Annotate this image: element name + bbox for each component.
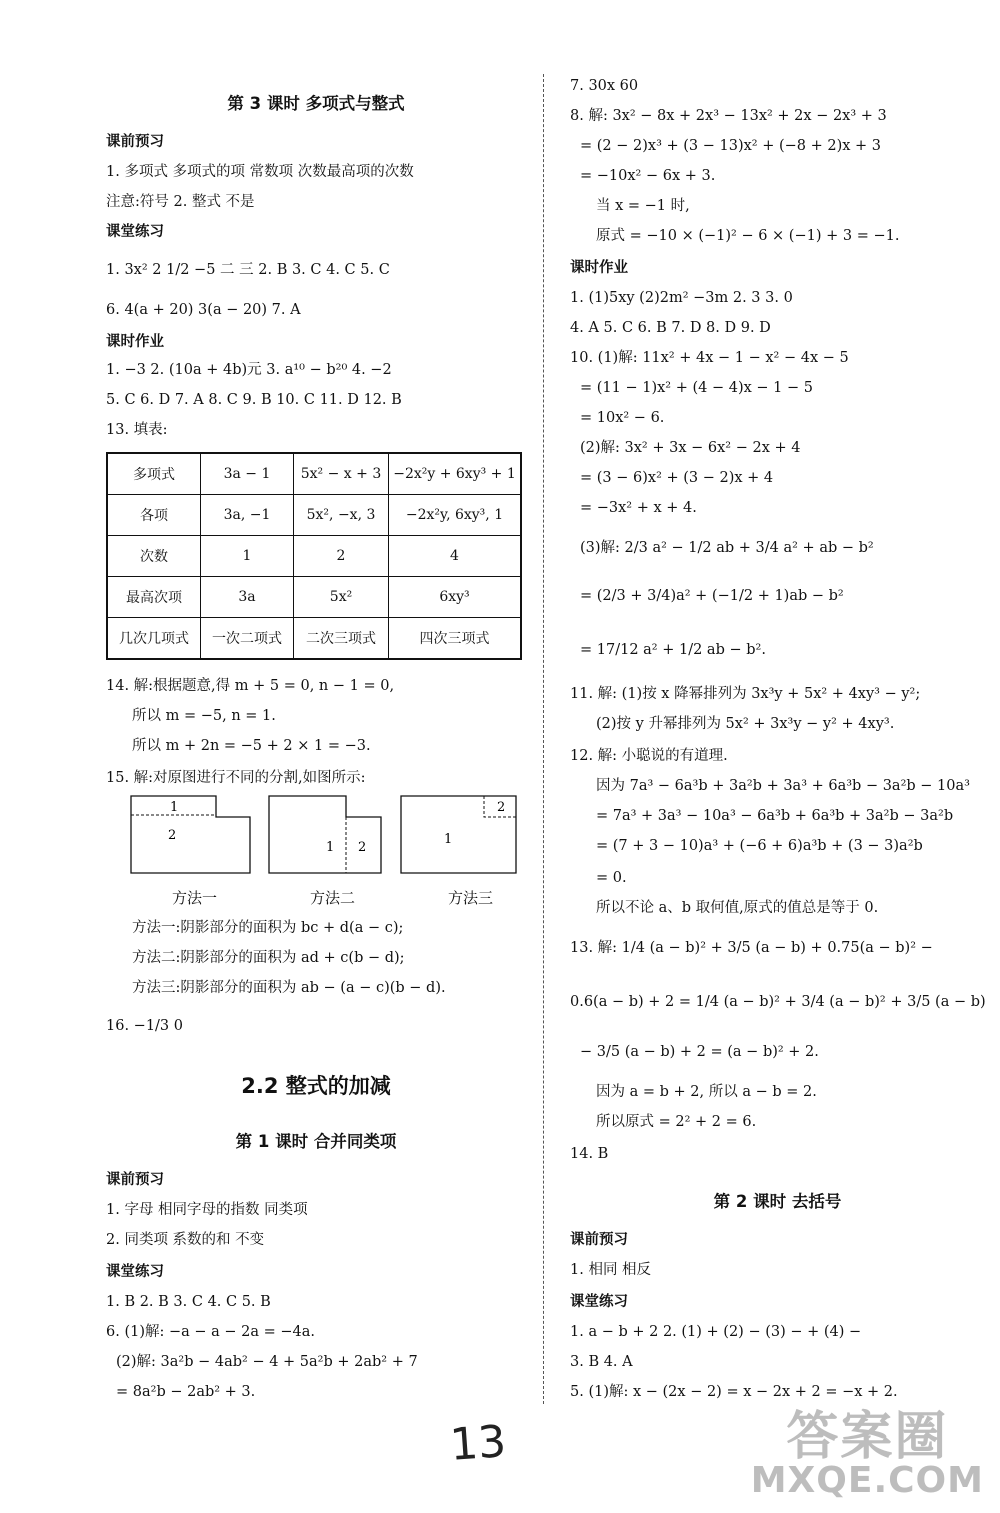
table-cell: 5x² − x + 3 [294, 453, 389, 495]
answer-line: 13. 填表: [106, 422, 168, 438]
answer-line: 所以不论 a、b 取何值,原式的值总是等于 0. [596, 900, 879, 916]
figure-caption: 方法二 [310, 889, 356, 907]
page-number: 13 [448, 1416, 508, 1471]
answer-line: 15. 解:对原图进行不同的分割,如图所示: [106, 770, 366, 786]
answer-line: 11. 解: (1)按 x 降幂排列为 3x³y + 5x² + 4xy³ − y²; [570, 686, 921, 702]
table-cell: 最高次项 [107, 577, 201, 618]
answer-line: 7. 30x 60 [570, 78, 639, 94]
table-cell: 各项 [107, 495, 201, 536]
partition-figure-method-1 [130, 795, 252, 875]
table-cell: 1 [201, 536, 294, 577]
answer-line: = 7a³ + 3a³ − 10a³ − 6a³b + 6a³b + 3a²b − 3a²b [596, 808, 954, 824]
section-heading: 课前预习 [106, 1172, 164, 1188]
answer-line: 10. (1)解: 11x² + 4x − 1 − x² − 4x − 5 [570, 350, 849, 366]
answer-line: 5. (1)解: x − (2x − 2) = x − 2x + 2 = −x + 2. [570, 1384, 898, 1400]
answer-line: 1. −3 2. (10a + 4b)元 3. a¹⁰ − b²⁰ 4. −2 [106, 362, 392, 378]
table-row [107, 453, 521, 495]
table-cell: 几次几项式 [107, 618, 201, 660]
answer-line: 2. 同类项 系数的和 不变 [106, 1232, 265, 1248]
answer-line: 8. 解: 3x² − 8x + 2x³ − 13x² + 2x − 2x³ + 3 [570, 108, 887, 124]
region-label: 2 [168, 828, 177, 843]
section-2-2-title: 2.2 整式的加减 [241, 1074, 391, 1098]
table-cell: 多项式 [107, 453, 201, 495]
answer-line: = (2/3 + 3/4)a² + (−1/2 + 1)ab − b² [580, 588, 844, 604]
answer-line: = 17/12 a² + 1/2 ab − b². [580, 642, 766, 658]
section-heading: 课堂练习 [570, 1294, 628, 1310]
answer-line: (2)解: 3x² + 3x − 6x² − 2x + 4 [580, 440, 801, 456]
answer-line: = (2 − 2)x³ + (3 − 13)x² + (−8 + 2)x + 3 [580, 138, 882, 154]
table-row [107, 618, 521, 660]
answer-line: 所以原式 = 2² + 2 = 6. [596, 1114, 757, 1130]
region-label: 2 [497, 800, 506, 815]
table-cell: 次数 [107, 536, 201, 577]
answer-line: = −10x² − 6x + 3. [580, 168, 716, 184]
watermark-url: MXQE.COM [750, 1460, 984, 1501]
table-cell: 5x² [294, 577, 389, 618]
section-heading: 课堂练习 [106, 224, 164, 240]
region-label: 1 [170, 800, 179, 815]
lesson2-title: 第 2 课时 去括号 [713, 1192, 842, 1211]
figure-caption: 方法三 [448, 889, 494, 907]
table-cell: 二次三项式 [294, 618, 389, 660]
section-heading: 课堂练习 [106, 1264, 164, 1280]
answer-line: = 8a²b − 2ab² + 3. [116, 1384, 256, 1400]
table-row [107, 495, 521, 536]
table-cell: 一次二项式 [201, 618, 294, 660]
answer-line: 方法三:阴影部分的面积为 ab − (a − c)(b − d). [132, 980, 446, 996]
answer-line: 原式 = −10 × (−1)² − 6 × (−1) + 3 = −1. [596, 228, 900, 244]
figure-caption: 方法一 [172, 889, 218, 907]
answer-line: 因为 a = b + 2, 所以 a − b = 2. [596, 1084, 817, 1100]
answer-line: 1. 多项式 多项式的项 常数项 次数最高项的次数 [106, 164, 414, 180]
lesson3-title: 第 3 课时 多项式与整式 [227, 94, 405, 113]
table-cell: 6xy³ [389, 577, 522, 618]
answer-line: 16. −1/3 0 [106, 1018, 183, 1034]
table-row [107, 536, 521, 577]
answer-line: 1. B 2. B 3. C 4. C 5. B [106, 1294, 271, 1310]
answer-line: = (7 + 3 − 10)a³ + (−6 + 6)a³b + (3 − 3)a²b [596, 838, 923, 854]
table-cell: 3a [201, 577, 294, 618]
answer-line: 1. (1)5xy (2)2m² −3m 2. 3 3. 0 [570, 290, 793, 306]
answer-line: = −3x² + x + 4. [580, 500, 697, 516]
region-label: 1 [326, 840, 335, 855]
section-heading: 课前预习 [570, 1232, 628, 1248]
answer-line: = 0. [596, 870, 627, 886]
answer-line: 14. 解:根据题意,得 m + 5 = 0, n − 1 = 0, [106, 678, 395, 694]
answer-line: (2)解: 3a²b − 4ab² − 4 + 5a²b + 2ab² + 7 [116, 1354, 418, 1370]
answer-line: 1. 字母 相同字母的指数 同类项 [106, 1202, 308, 1218]
answer-line: = 10x² − 6. [580, 410, 665, 426]
table-row [107, 577, 521, 618]
section-heading: 课时作业 [570, 260, 628, 276]
answer-line: 5. C 6. D 7. A 8. C 9. B 10. C 11. D 12. B [106, 392, 402, 408]
site-watermark [750, 1407, 984, 1501]
answer-line: 所以 m = −5, n = 1. [132, 708, 276, 724]
table-cell: 2 [294, 536, 389, 577]
answer-line: 1. 3x² 2 1/2 −5 二 三 2. B 3. C 4. C 5. C [106, 262, 390, 278]
answer-line: 1. 相同 相反 [570, 1262, 652, 1278]
region-label: 1 [444, 832, 453, 847]
answer-line: (3)解: 2/3 a² − 1/2 ab + 3/4 a² + ab − b² [580, 540, 874, 556]
table-cell: −2x²y + 6xy³ + 1 [389, 453, 522, 495]
answer-line: 12. 解: 小聪说的有道理. [570, 748, 728, 764]
table-cell: 3a − 1 [201, 453, 294, 495]
partition-figure-method-2 [268, 795, 383, 875]
table-cell: 5x², −x, 3 [294, 495, 389, 536]
answer-line: 13. 解: 1/4 (a − b)² + 3/5 (a − b) + 0.75(a − b)² − [570, 940, 933, 956]
answer-line: = (3 − 6)x² + (3 − 2)x + 4 [580, 470, 774, 486]
column-divider [543, 74, 544, 1404]
answer-line: 3. B 4. A [570, 1354, 633, 1370]
partition-figure-method-3 [400, 795, 518, 875]
answer-line: − 3/5 (a − b) + 2 = (a − b)² + 2. [580, 1044, 819, 1060]
answer-line: 4. A 5. C 6. B 7. D 8. D 9. D [570, 320, 771, 336]
answer-line: 6. 4(a + 20) 3(a − 20) 7. A [106, 302, 301, 318]
table-cell: 4 [389, 536, 522, 577]
answer-line: = (11 − 1)x² + (4 − 4)x − 1 − 5 [580, 380, 813, 396]
watermark-chinese: 答案圈 [786, 1407, 949, 1467]
section-heading: 课时作业 [106, 334, 164, 350]
answer-line: 因为 7a³ − 6a³b + 3a²b + 3a³ + 6a³b − 3a²b − 10a³ [596, 778, 970, 794]
polynomial-table [106, 452, 522, 660]
answer-line: 注意:符号 2. 整式 不是 [106, 194, 255, 210]
section-heading: 课前预习 [106, 134, 164, 150]
answer-line: 方法二:阴影部分的面积为 ad + c(b − d); [132, 950, 405, 966]
answer-line: 1. a − b + 2 2. (1) + (2) − (3) − + (4) − [570, 1324, 862, 1340]
answer-line: 6. (1)解: −a − a − 2a = −4a. [106, 1324, 316, 1340]
region-label: 2 [358, 840, 367, 855]
table-cell: 3a, −1 [201, 495, 294, 536]
answer-line: 0.6(a − b) + 2 = 1/4 (a − b)² + 3/4 (a − b)² + 3/5 (a − b) [570, 994, 986, 1010]
answer-line: 14. B [570, 1146, 609, 1162]
answer-line: 方法一:阴影部分的面积为 bc + d(a − c); [132, 920, 404, 936]
answer-line: (2)按 y 升幂排列为 5x² + 3x³y − y² + 4xy³. [596, 716, 895, 732]
answer-line: 所以 m + 2n = −5 + 2 × 1 = −3. [132, 738, 371, 754]
table-cell: 四次三项式 [389, 618, 522, 660]
lesson1-title: 第 1 课时 合并同类项 [235, 1132, 397, 1151]
table-cell: −2x²y, 6xy³, 1 [389, 495, 522, 536]
answer-line: 当 x = −1 时, [596, 198, 690, 214]
